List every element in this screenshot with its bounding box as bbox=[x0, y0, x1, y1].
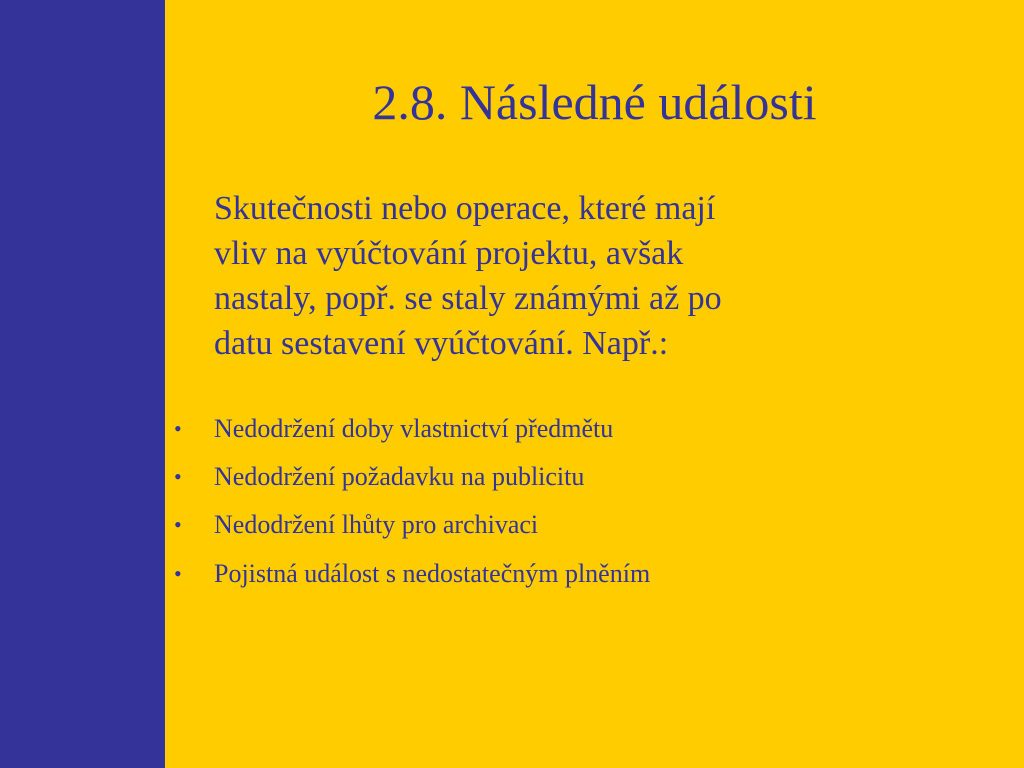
bullet-icon: • bbox=[174, 416, 182, 441]
bullet-icon: • bbox=[174, 561, 182, 586]
bullet-icon: • bbox=[174, 464, 182, 489]
slide-title: 2.8. Následné události bbox=[372, 74, 817, 130]
bullet-text: Nedodržení lhůty pro archivaci bbox=[214, 510, 539, 539]
intro-line: vliv na vyúčtování projektu, avšak bbox=[214, 235, 684, 272]
intro-line: nastaly, popř. se staly známými až po bbox=[214, 280, 722, 317]
bullet-text: Pojistná událost s nedostatečným plněním bbox=[214, 559, 651, 588]
intro-paragraph bbox=[214, 186, 914, 366]
bullet-icon: • bbox=[174, 512, 182, 537]
bullet-text: Nedodržení požadavku na publicitu bbox=[214, 462, 585, 491]
intro-line: datu sestavení vyúčtování. Např.: bbox=[214, 325, 669, 362]
bullet-text: Nedodržení doby vlastnictví předmětu bbox=[214, 414, 614, 443]
intro-line: Skutečnosti nebo operace, které mají bbox=[214, 190, 716, 227]
sidebar-stripe bbox=[0, 0, 165, 768]
